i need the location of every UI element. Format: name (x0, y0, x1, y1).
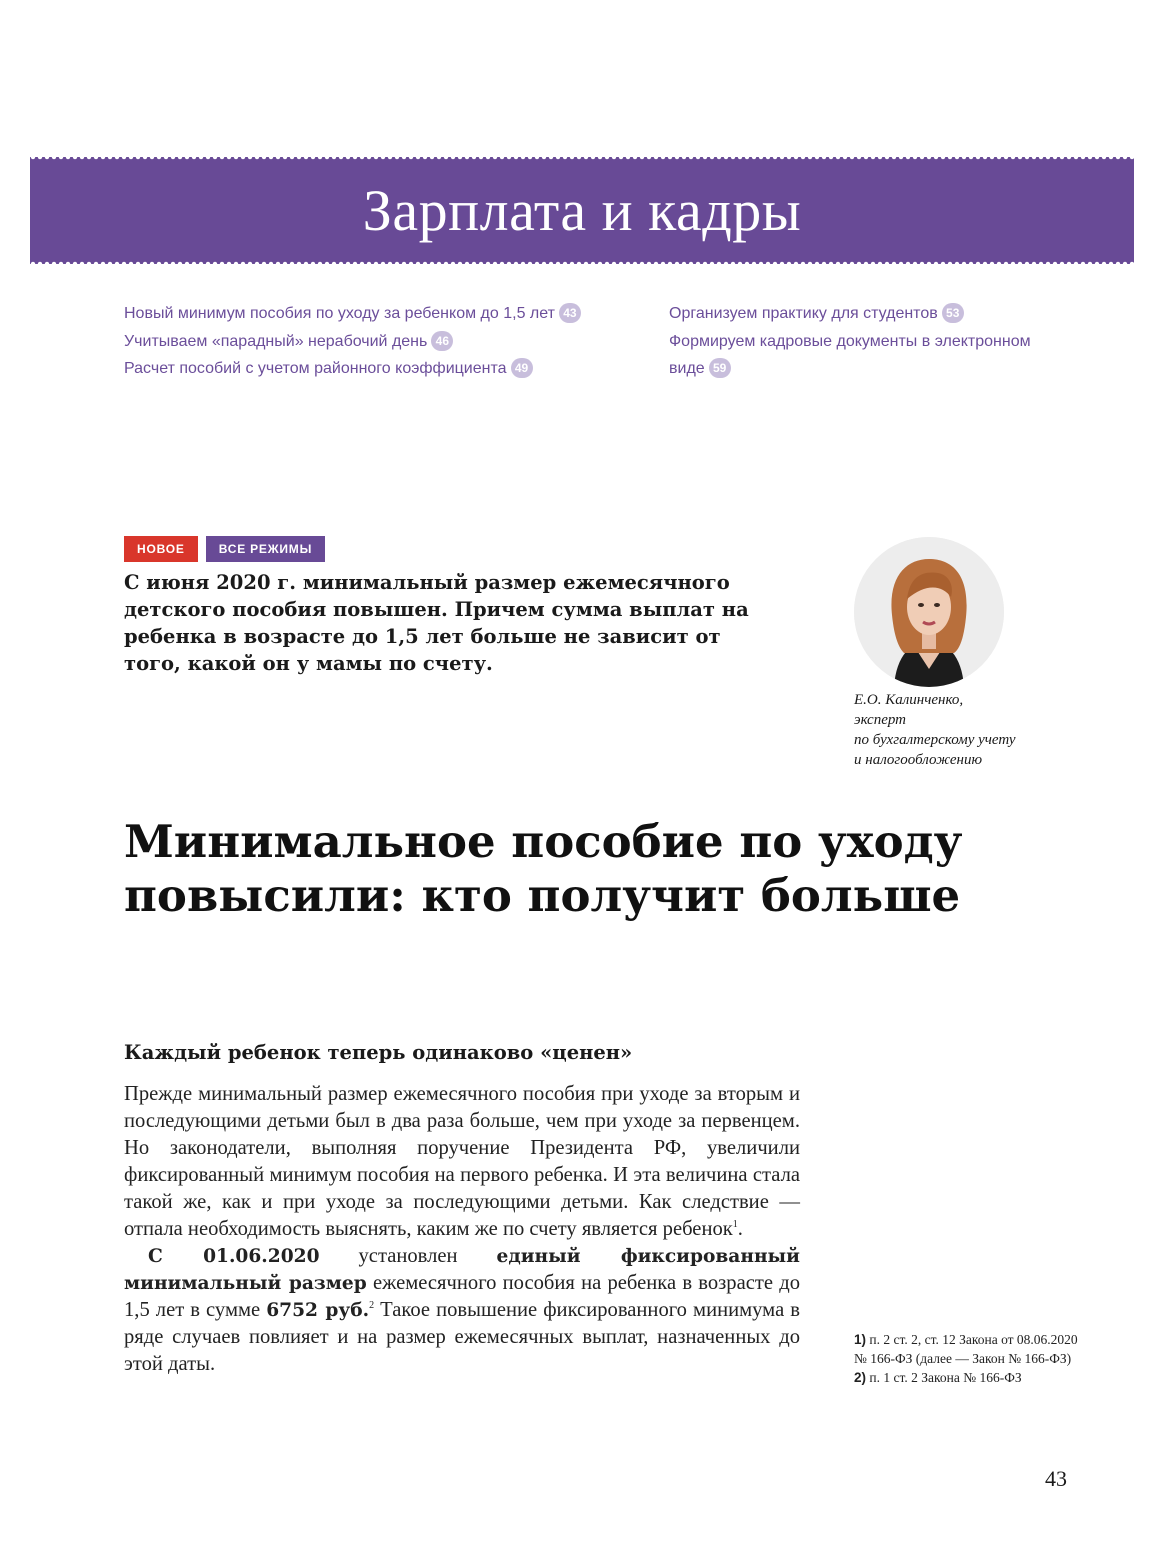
toc-item[interactable]: Формируем кадровые документы в электронном виде 59 (669, 332, 1031, 377)
toc-item[interactable]: Новый минимум пособия по уходу за ребенком до 1,5 лет 43 (124, 300, 624, 328)
footnotes (854, 1330, 1084, 1387)
author-caption (854, 690, 1084, 770)
author-name: Е.О. Калинченко, (854, 692, 964, 708)
author-role: по бухгалтерскому учету (854, 732, 1016, 748)
section-title: Зарплата и кадры (362, 178, 802, 243)
article-body (124, 1081, 800, 1378)
section-banner (30, 157, 1134, 264)
footnote-ref[interactable]: 1 (732, 1219, 738, 1231)
bold-emphasis: единый фиксированный минимальный размер (124, 1246, 800, 1294)
footnote: 2) п. 1 ст. 2 Закона № 166-ФЗ (854, 1370, 1022, 1385)
toc-left (124, 300, 624, 383)
footnote-ref[interactable]: 2 (369, 1300, 375, 1312)
paragraph: С 01.06.2020 установлен единый фиксированный минимальный размер ежемесячного пособия на ребенка в возрасте до 1,5 лет в сумме 6752 руб.$^2$ Такое повышение фиксированного минимума в ряде случаев повлияет и на размер ежемесячных выплат, назначенных до этой даты. (124, 1245, 800, 1375)
article-subhead: Каждый ребенок теперь одинаково «ценен» (124, 1041, 633, 1064)
tag-new: НОВОЕ (124, 536, 198, 562)
toc-item[interactable]: Организуем практику для студентов 53 (669, 300, 1069, 328)
date-emphasis: С 01.06.2020 (148, 1246, 320, 1267)
page-badge: 49 (511, 358, 533, 378)
toc-item[interactable]: Учитываем «парадный» нерабочий день 46 (124, 328, 624, 356)
toc-item[interactable]: Расчет пособий с учетом районного коэффициента 49 (124, 355, 624, 383)
toc-right (669, 300, 1069, 383)
tag-row (124, 536, 325, 562)
footnote: 1) п. 2 ст. 2, ст. 12 Закона от 08.06.2020 № 166-ФЗ (далее — Закон № 166-ФЗ) (854, 1332, 1078, 1366)
page-badge: 43 (559, 303, 581, 323)
paragraph: Прежде минимальный размер ежемесячного пособия при уходе за вторым и последующими детьми был в два раза больше, чем при уходе за первенцем. Но законодатели, выполняя поручение Президента РФ, увеличили фиксированный минимум пособия на первого ребенка. И эта величина стала такой же, как и при уходе за последующими детьми. Как следствие — отпала необходимость выяснять, каким же по счету является ребенок$^1$. (124, 1083, 800, 1240)
lead-paragraph: С июня 2020 г. минимальный размер ежемесячного детского пособия повышен. Причем сумма выплат на ребенка в возрасте до 1,5 лет больше не зависит от того, какой он у мамы по счету. (124, 571, 749, 675)
page-badge: 53 (942, 303, 964, 323)
author-role: и налогообложению (854, 752, 983, 768)
page-badge: 59 (709, 358, 731, 378)
page-badge: 46 (431, 331, 453, 351)
article-title: Минимальное пособие по уходу повысили: кто получит больше (124, 815, 963, 922)
page-number: 43 (1045, 1466, 1067, 1491)
tag-all-modes: ВСЕ РЕЖИМЫ (206, 536, 325, 562)
author-role: эксперт (854, 712, 907, 728)
sum-emphasis: 6752 руб. (266, 1300, 370, 1321)
author-photo (854, 537, 1004, 687)
